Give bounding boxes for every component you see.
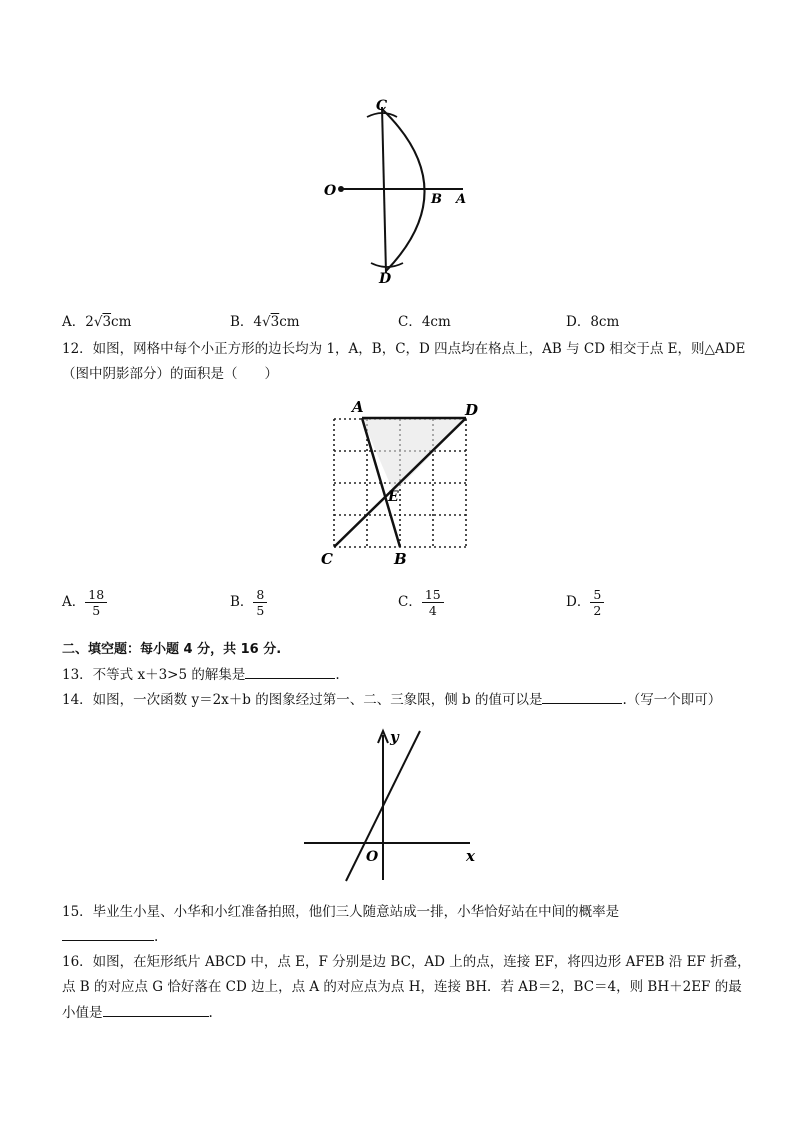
q15-line2: . — [62, 926, 158, 947]
q11-option-c[interactable]: C．4cm — [398, 314, 451, 330]
label-b: B — [431, 192, 442, 207]
label-a: A — [456, 192, 467, 207]
q11-option-d[interactable]: D．8cm — [566, 314, 620, 330]
arc-mark-d — [371, 263, 403, 267]
q16-line1: 16．如图，在矩形纸片 ABCD 中，点 E，F 分别是边 BC，AD 上的点，连接 EF，将四边形 AFEB 沿 EF 折叠， — [62, 954, 751, 970]
q12-option-c[interactable]: C． $\frac{15}{4}$ — [398, 587, 444, 618]
q11-option-b[interactable]: B．4√3cm — [230, 314, 300, 330]
label-d: D — [379, 271, 392, 287]
q14-answer-blank[interactable] — [542, 689, 622, 704]
q15-line1: 15．毕业生小星、小华和小红准备拍照，他们三人随意站成一排，小华恰好站在中间的概率是 — [62, 904, 620, 920]
q11-figure — [315, 95, 485, 290]
label-d: D — [465, 401, 479, 419]
section-heading: 二、填空题：每小题 4 分，共 16 分. — [62, 642, 282, 657]
q16-line2: 点 B 的对应点 G 恰好落在 CD 边上，点 A 的对应点为点 H，连接 BH．若 AB＝2，BC＝4，则 BH＋2EF 的最 — [62, 979, 742, 995]
label-x: x — [466, 847, 475, 865]
q16-line3: 小值是 . — [62, 1002, 213, 1023]
q12-figure — [318, 395, 488, 570]
q12-line1: 12．如图，网格中每个小正方形的边长均为 1，A，B，C，D 四点均在格点上，AB 与 CD 相交于点 E，则△ADE — [62, 341, 746, 357]
label-y: y — [390, 728, 399, 746]
q14-figure — [298, 725, 488, 885]
q15-answer-blank[interactable] — [62, 926, 154, 941]
label-o: O — [366, 849, 379, 865]
q16-answer-blank[interactable] — [103, 1002, 209, 1017]
label-o: O — [324, 183, 337, 199]
label-c: C — [376, 98, 388, 114]
q12-option-a[interactable]: A． $\frac{18}{5}$ — [62, 587, 107, 618]
label-b: B — [394, 550, 407, 568]
point-o — [338, 186, 344, 192]
q13: 13．不等式 x＋3>5 的解集是 . — [62, 664, 340, 685]
label-c: C — [321, 550, 333, 568]
label-e: E — [388, 489, 399, 505]
q12-option-b[interactable]: B． $\frac{8}{5}$ — [230, 587, 267, 618]
q13-answer-blank[interactable] — [245, 664, 335, 679]
q11-option-a[interactable]: A．2√3cm — [62, 314, 132, 330]
q14: 14．如图，一次函数 y＝2x＋b 的图象经过第一、二、三象限，侧 b 的值可以是 .（写一个即可） — [62, 689, 721, 710]
shaded-triangle-ade — [362, 419, 466, 493]
q12-option-d[interactable]: D． $\frac{5}{2}$ — [566, 587, 604, 618]
q12-line2: （图中阴影部分）的面积是（ ） — [62, 366, 278, 382]
label-a: A — [352, 398, 364, 416]
